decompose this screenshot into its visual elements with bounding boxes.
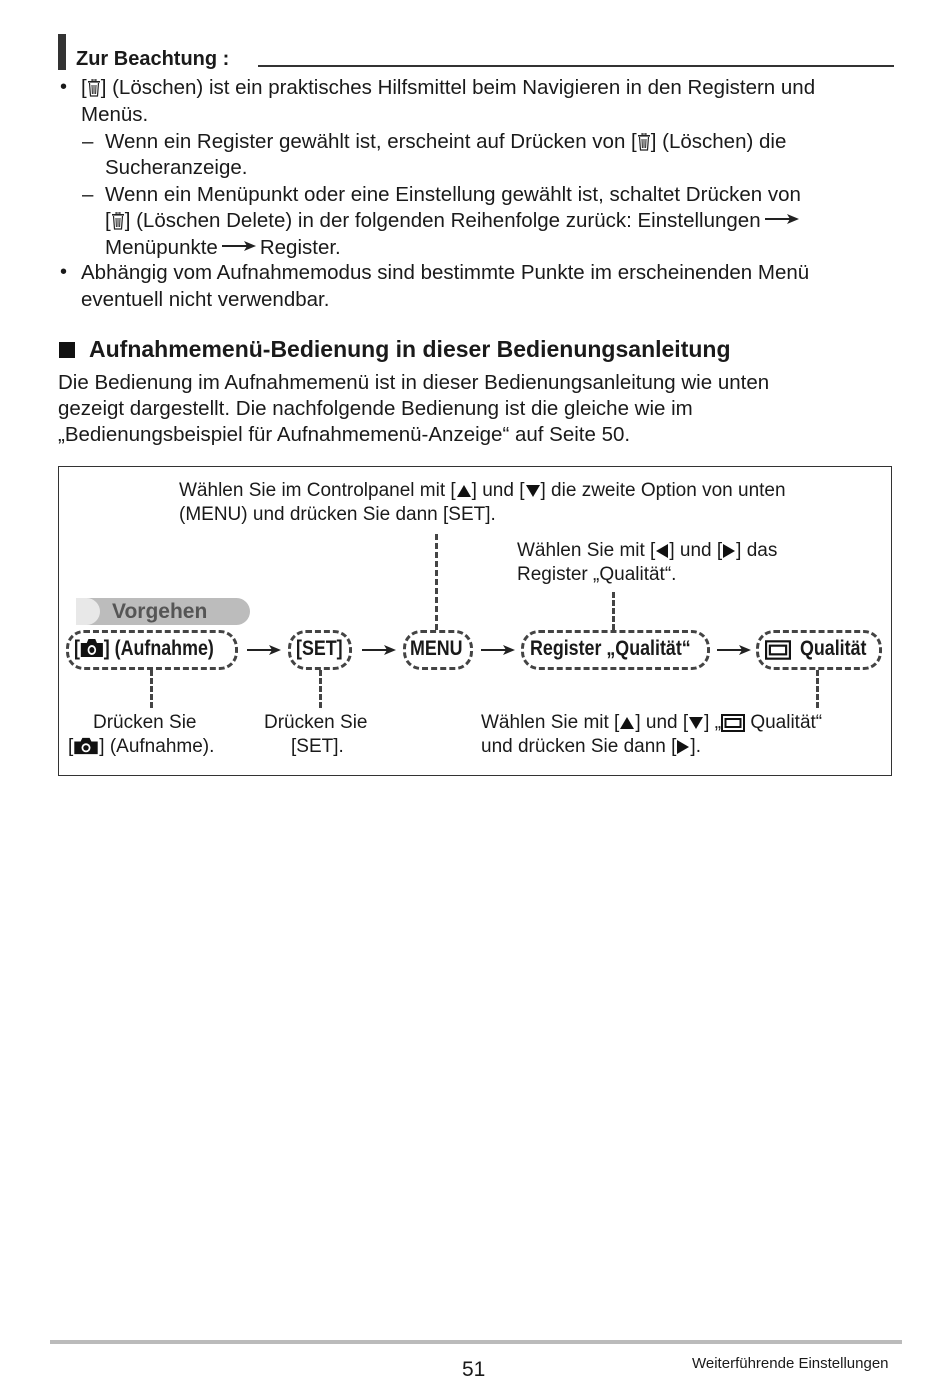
right-triangle-icon bbox=[722, 543, 736, 559]
diagram-top-note-line1: Wählen Sie im Controlpanel mit [ ] und [ ] die zweite Option von unten bbox=[179, 480, 786, 501]
vorgehen-label: Vorgehen bbox=[112, 600, 208, 623]
step-menu: MENU bbox=[410, 637, 463, 660]
step-quality: Qualität bbox=[800, 637, 867, 660]
trash-icon bbox=[637, 133, 651, 151]
right-triangle-icon bbox=[676, 739, 690, 755]
dash-1: – bbox=[82, 130, 94, 153]
down-triangle-icon bbox=[688, 716, 704, 730]
arrow-right-icon bbox=[480, 644, 516, 656]
step-register-quality: Register „Qualität“ bbox=[530, 637, 691, 660]
dash-2: – bbox=[82, 183, 94, 206]
section-square-icon bbox=[59, 342, 75, 358]
connector-register bbox=[612, 592, 615, 630]
note-dash-2-line1: Wenn ein Menüpunkt oder eine Einstellung gewählt ist, schaltet Drücken von bbox=[105, 183, 801, 206]
note-dash-1-line2: Sucheranzeige. bbox=[105, 156, 248, 179]
camera-icon bbox=[80, 638, 104, 658]
quality-icon bbox=[721, 714, 745, 732]
note-dash-2-line3: Menüpunkte Register. bbox=[105, 236, 341, 259]
up-triangle-icon bbox=[456, 484, 472, 498]
diagram-register-note-line2: Register „Qualität“. bbox=[517, 564, 677, 585]
note-dash-1: Wenn ein Register gewählt ist, erscheint auf Drücken von [ ] (Löschen) die bbox=[105, 130, 787, 153]
bottom-note-quality-line1: Wählen Sie mit [ ] und [ ] „ Qualität“ bbox=[481, 712, 823, 733]
note-title: Zur Beachtung : bbox=[76, 48, 230, 70]
arrow-right-icon bbox=[716, 644, 752, 656]
diagram-register-note-line1: Wählen Sie mit [ ] und [ ] das bbox=[517, 540, 778, 561]
bullet-dot-1: • bbox=[60, 76, 68, 98]
up-triangle-icon bbox=[619, 716, 635, 730]
left-triangle-icon bbox=[655, 543, 669, 559]
step-set: [SET] bbox=[296, 637, 343, 660]
section-title: Aufnahmemenü-Bedienung in dieser Bedienungsanleitung bbox=[89, 336, 731, 362]
arrow-right-icon bbox=[361, 644, 397, 656]
section-paragraph-line1: Die Bedienung im Aufnahmemenü ist in dieser Bedienungsanleitung wie unten bbox=[58, 371, 770, 394]
note-bullet-2-line1: Abhängig vom Aufnahmemodus sind bestimmte Punkte im erscheinenden Menü bbox=[81, 261, 810, 284]
arrow-right-icon bbox=[765, 213, 799, 225]
note-divider bbox=[258, 65, 894, 67]
footer-divider bbox=[50, 1340, 902, 1344]
connector-quality bbox=[816, 670, 819, 708]
footer-section-title: Weiterführende Einstellungen bbox=[692, 1355, 889, 1372]
note-bullet-1-line2: Menüs. bbox=[81, 103, 149, 126]
diagram-top-note-line2: (MENU) und drücken Sie dann [SET]. bbox=[179, 504, 496, 525]
bottom-note-camera-line2: [ ] (Aufnahme). bbox=[68, 736, 215, 757]
connector-menu bbox=[435, 534, 438, 630]
bottom-note-set-line1: Drücken Sie bbox=[264, 712, 368, 733]
bottom-note-quality-line2: und drücken Sie dann [ ]. bbox=[481, 736, 701, 757]
note-bullet-2-line2: eventuell nicht verwendbar. bbox=[81, 288, 330, 311]
arrow-right-icon bbox=[222, 240, 256, 252]
note-dash-2-line2: [ ] (Löschen Delete) in der folgenden Reihenfolge zurück: Einstellungen bbox=[105, 208, 803, 235]
quality-icon bbox=[765, 640, 791, 660]
connector-camera bbox=[150, 670, 153, 708]
camera-icon bbox=[73, 737, 99, 755]
page-number: 51 bbox=[462, 1358, 486, 1381]
bottom-note-camera-line1: Drücken Sie bbox=[93, 712, 197, 733]
down-triangle-icon bbox=[525, 484, 541, 498]
section-paragraph-line2: gezeigt dargestellt. Die nachfolgende Bedienung ist die gleiche wie im bbox=[58, 397, 693, 420]
note-marker-bar bbox=[58, 34, 66, 70]
note-bullet-1: [ ] (Löschen) ist ein praktisches Hilfsmittel beim Navigieren in den Registern und bbox=[81, 76, 816, 99]
arrow-right-icon bbox=[246, 644, 282, 656]
bottom-note-set-line2: [SET]. bbox=[291, 736, 344, 757]
trash-icon bbox=[87, 79, 101, 97]
bullet-dot-2: • bbox=[60, 261, 68, 283]
connector-set bbox=[319, 670, 322, 708]
trash-icon bbox=[111, 212, 125, 230]
step-camera: [ ] (Aufnahme) bbox=[74, 637, 214, 660]
section-paragraph-line3: „Bedienungsbeispiel für Aufnahmemenü-Anzeige“ auf Seite 50. bbox=[58, 423, 631, 446]
